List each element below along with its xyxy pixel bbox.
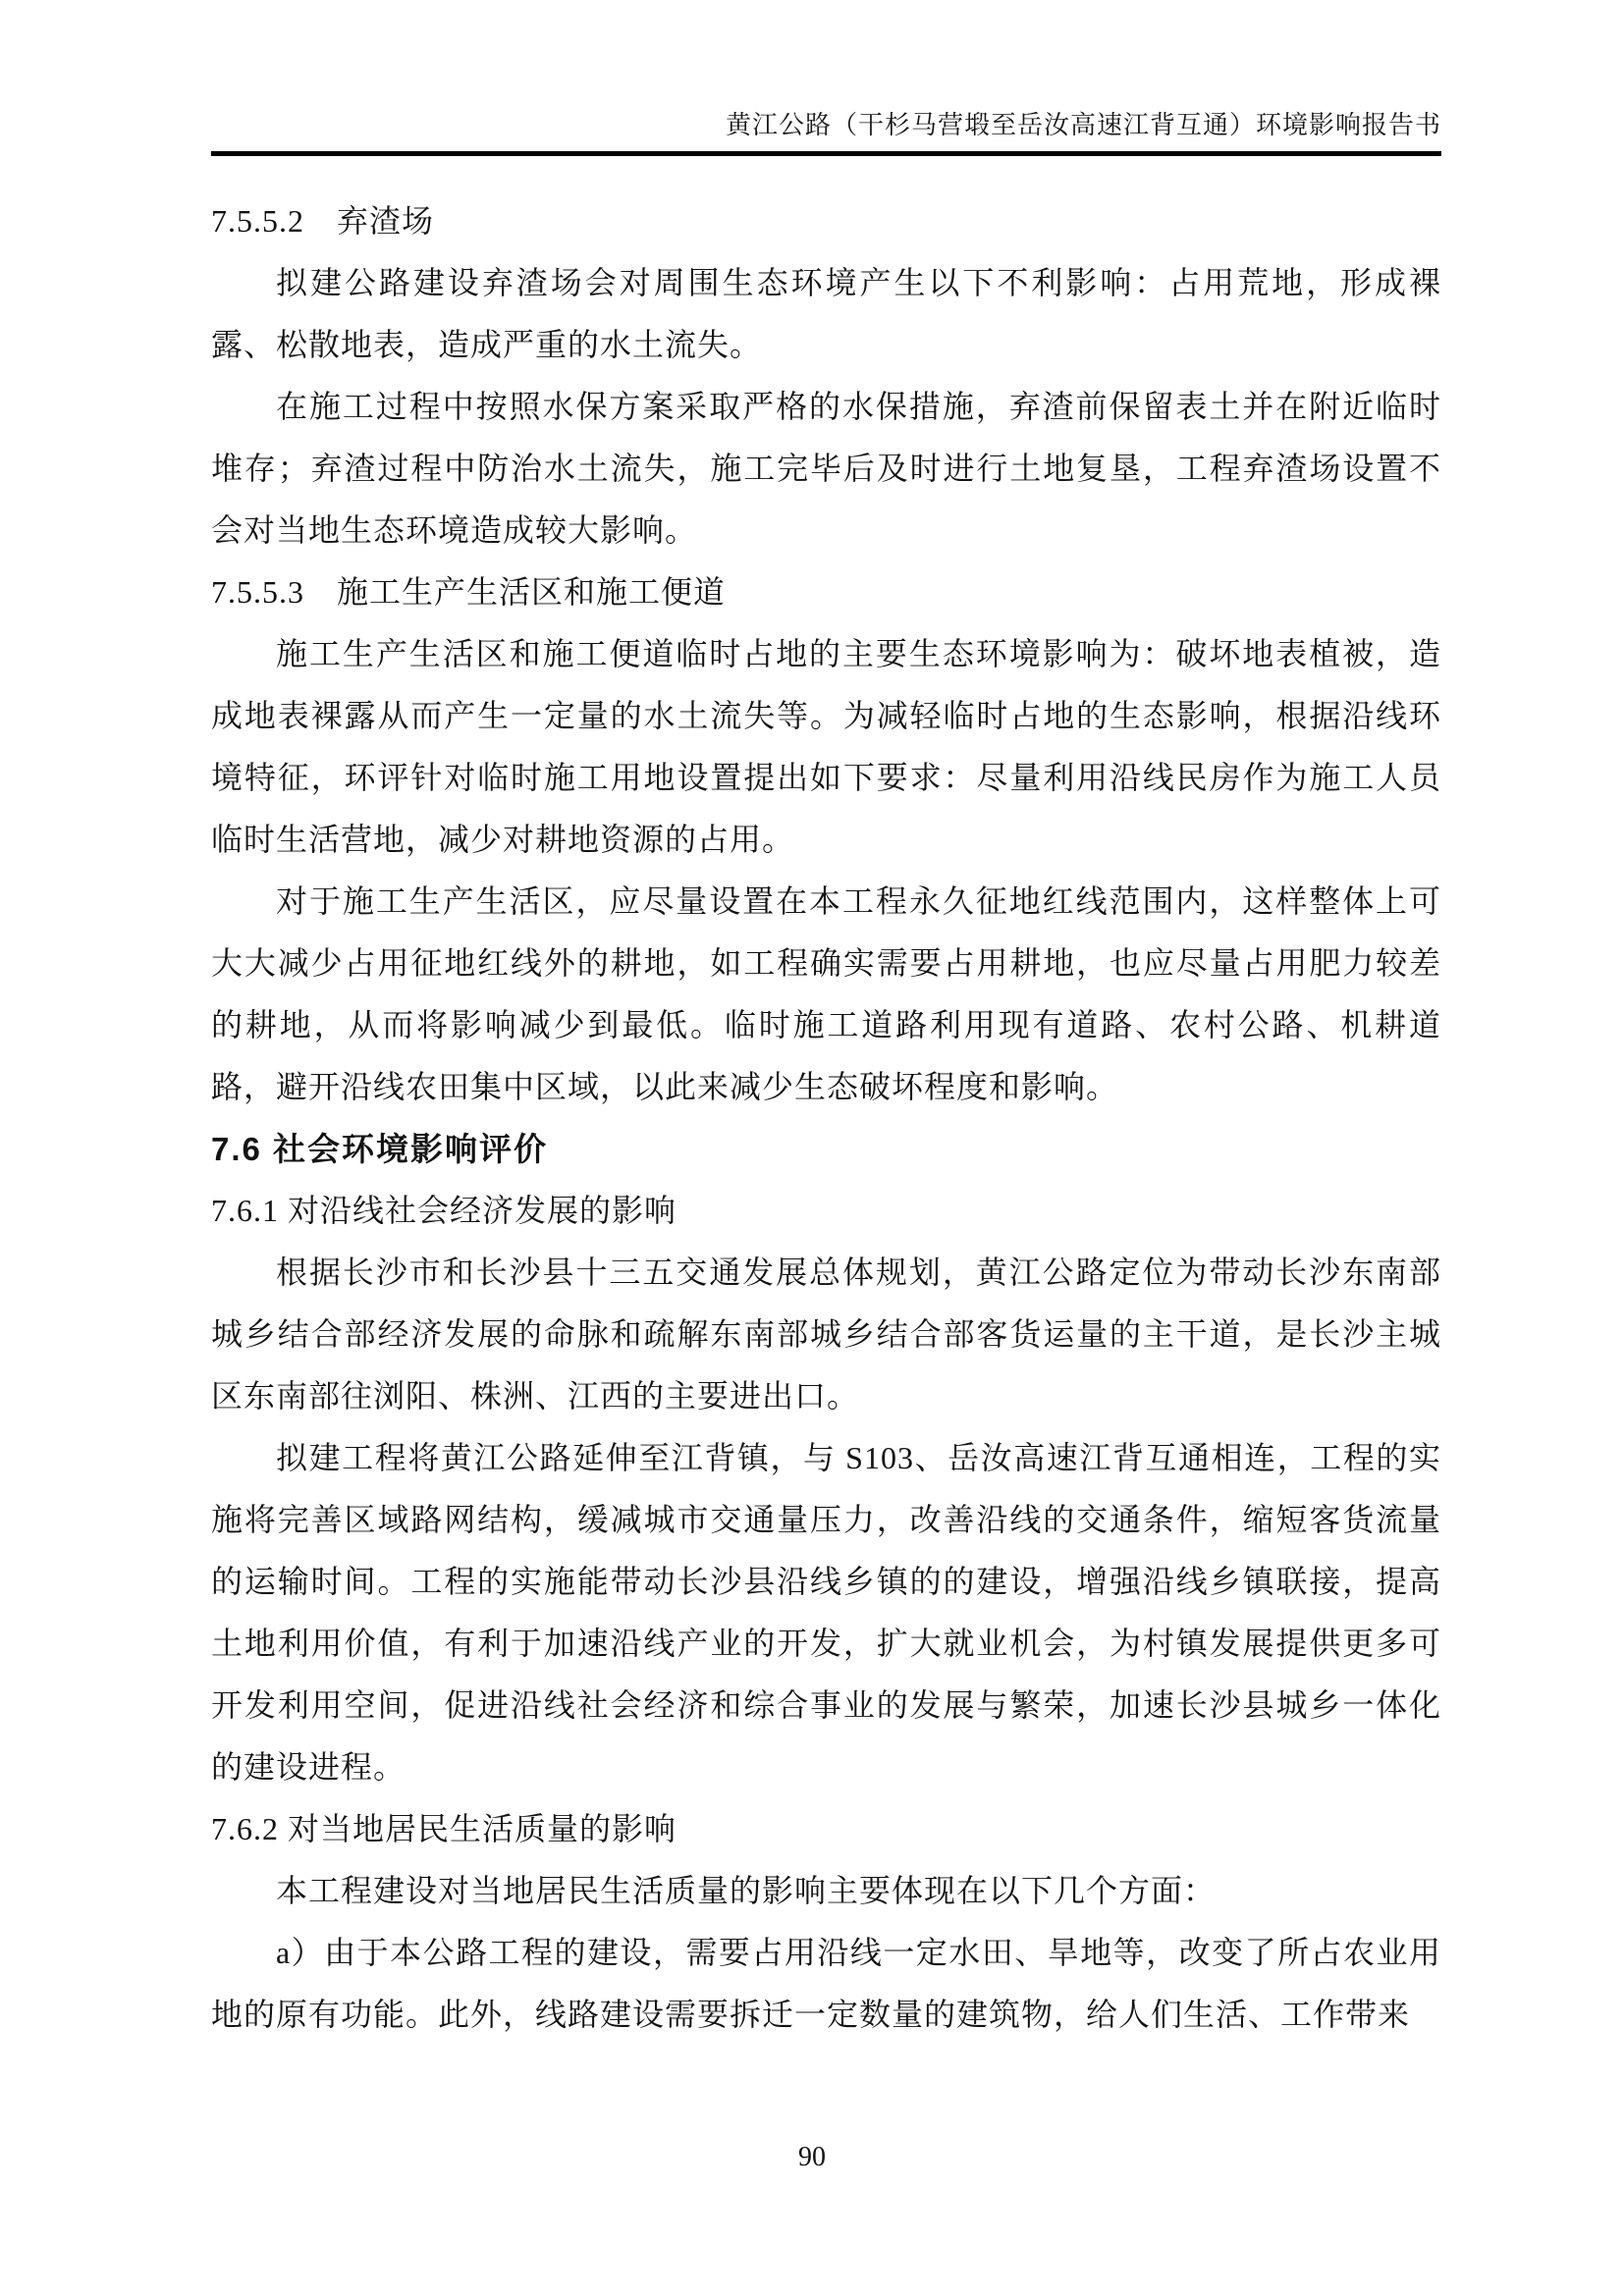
paragraph-spoil-ground-impact: 拟建公路建设弃渣场会对周围生态环境产生以下不利影响：占用荒地，形成裸露、松散地表，造成严重的水土流失。 bbox=[211, 265, 1441, 362]
section-heading-7553: 7.5.5.3 施工生产生活区和施工便道 bbox=[211, 574, 727, 610]
section-heading-76: 7.6 社会环境影响评价 bbox=[211, 1131, 549, 1167]
section-heading-762: 7.6.2 对当地居民生活质量的影响 bbox=[211, 1811, 677, 1846]
paragraph-construction-camp-siting: 对于施工生产生活区，应尽量设置在本工程永久征地红线范围内，这样整体上可大大减少占用征地红线外的耕地，如工程确实需要占用耕地，也应尽量占用肥力较差的耕地，从而将影响减少到最低。临时施工道路利用现有道路、农村公路、机耕道路，避开沿线农田集中区域，以此来减少生态破坏程度和影响。 bbox=[211, 883, 1441, 1104]
paragraph-life-quality-intro: 本工程建设对当地居民生活质量的影响主要体现在以下几个方面： bbox=[276, 1873, 1217, 1908]
paragraph-regional-economy-position: 根据长沙市和长沙县十三五交通发展总体规划，黄江公路定位为带动长沙东南部城乡结合部经济发展的命脉和疏解东南部城乡结合部客货运量的主干道，是长沙主城区东南部往浏阳、株洲、江西的主要进出口。 bbox=[211, 1255, 1441, 1414]
page-number: 90 bbox=[798, 2142, 826, 2172]
paragraph-project-extension-benefits: 拟建工程将黄江公路延伸至江背镇，与 S103、岳汝高速江背互通相连，工程的实施将完善区域路网结构，缓减城市交通量压力，改善沿线的交通条件，缩短客货流量的运输时间。工程的实施能带动长沙县沿线乡镇的的建设，增强沿线乡镇联接，提高土地利用价值，有利于加速沿线产业的开发，扩大就业机会，为村镇发展提供更多可开发利用空间，促进沿线社会经济和综合事业的发展与繁荣，加速长沙县城乡一体化的建设进程。 bbox=[211, 1440, 1441, 1785]
page-header bbox=[211, 106, 1441, 156]
paragraph-life-quality-item-a: a）由于本公路工程的建设，需要占用沿线一定水田、旱地等，改变了所占农业用地的原有功能。此外，线路建设需要拆迁一定数量的建筑物，给人们生活、工作带来 bbox=[211, 1935, 1441, 2032]
paragraph-construction-camp-impact: 施工生产生活区和施工便道临时占地的主要生态环境影响为：破坏地表植被，造成地表裸露从而产生一定量的水土流失等。为减轻临时占地的生态影响，根据沿线环境特征，环评针对临时施工用地设置提出如下要求：尽量利用沿线民房作为施工人员临时生活营地，减少对耕地资源的占用。 bbox=[211, 636, 1441, 857]
paragraph-spoil-ground-measures: 在施工过程中按照水保方案采取严格的水保措施，弃渣前保留表土并在附近临时堆存；弃渣过程中防治水土流失，施工完毕后及时进行土地复垦，工程弃渣场设置不会对当地生态环境造成较大影响。 bbox=[211, 389, 1441, 548]
document-body bbox=[211, 190, 1441, 2046]
page-footer bbox=[0, 2142, 1624, 2173]
running-header-title: 黄江公路（干杉马营塅至岳汝高速江背互通）环境影响报告书 bbox=[725, 111, 1441, 139]
header-rule bbox=[211, 151, 1441, 156]
section-heading-7552: 7.5.5.2 弃渣场 bbox=[211, 203, 435, 239]
section-heading-761: 7.6.1 对沿线社会经济发展的影响 bbox=[211, 1193, 677, 1228]
